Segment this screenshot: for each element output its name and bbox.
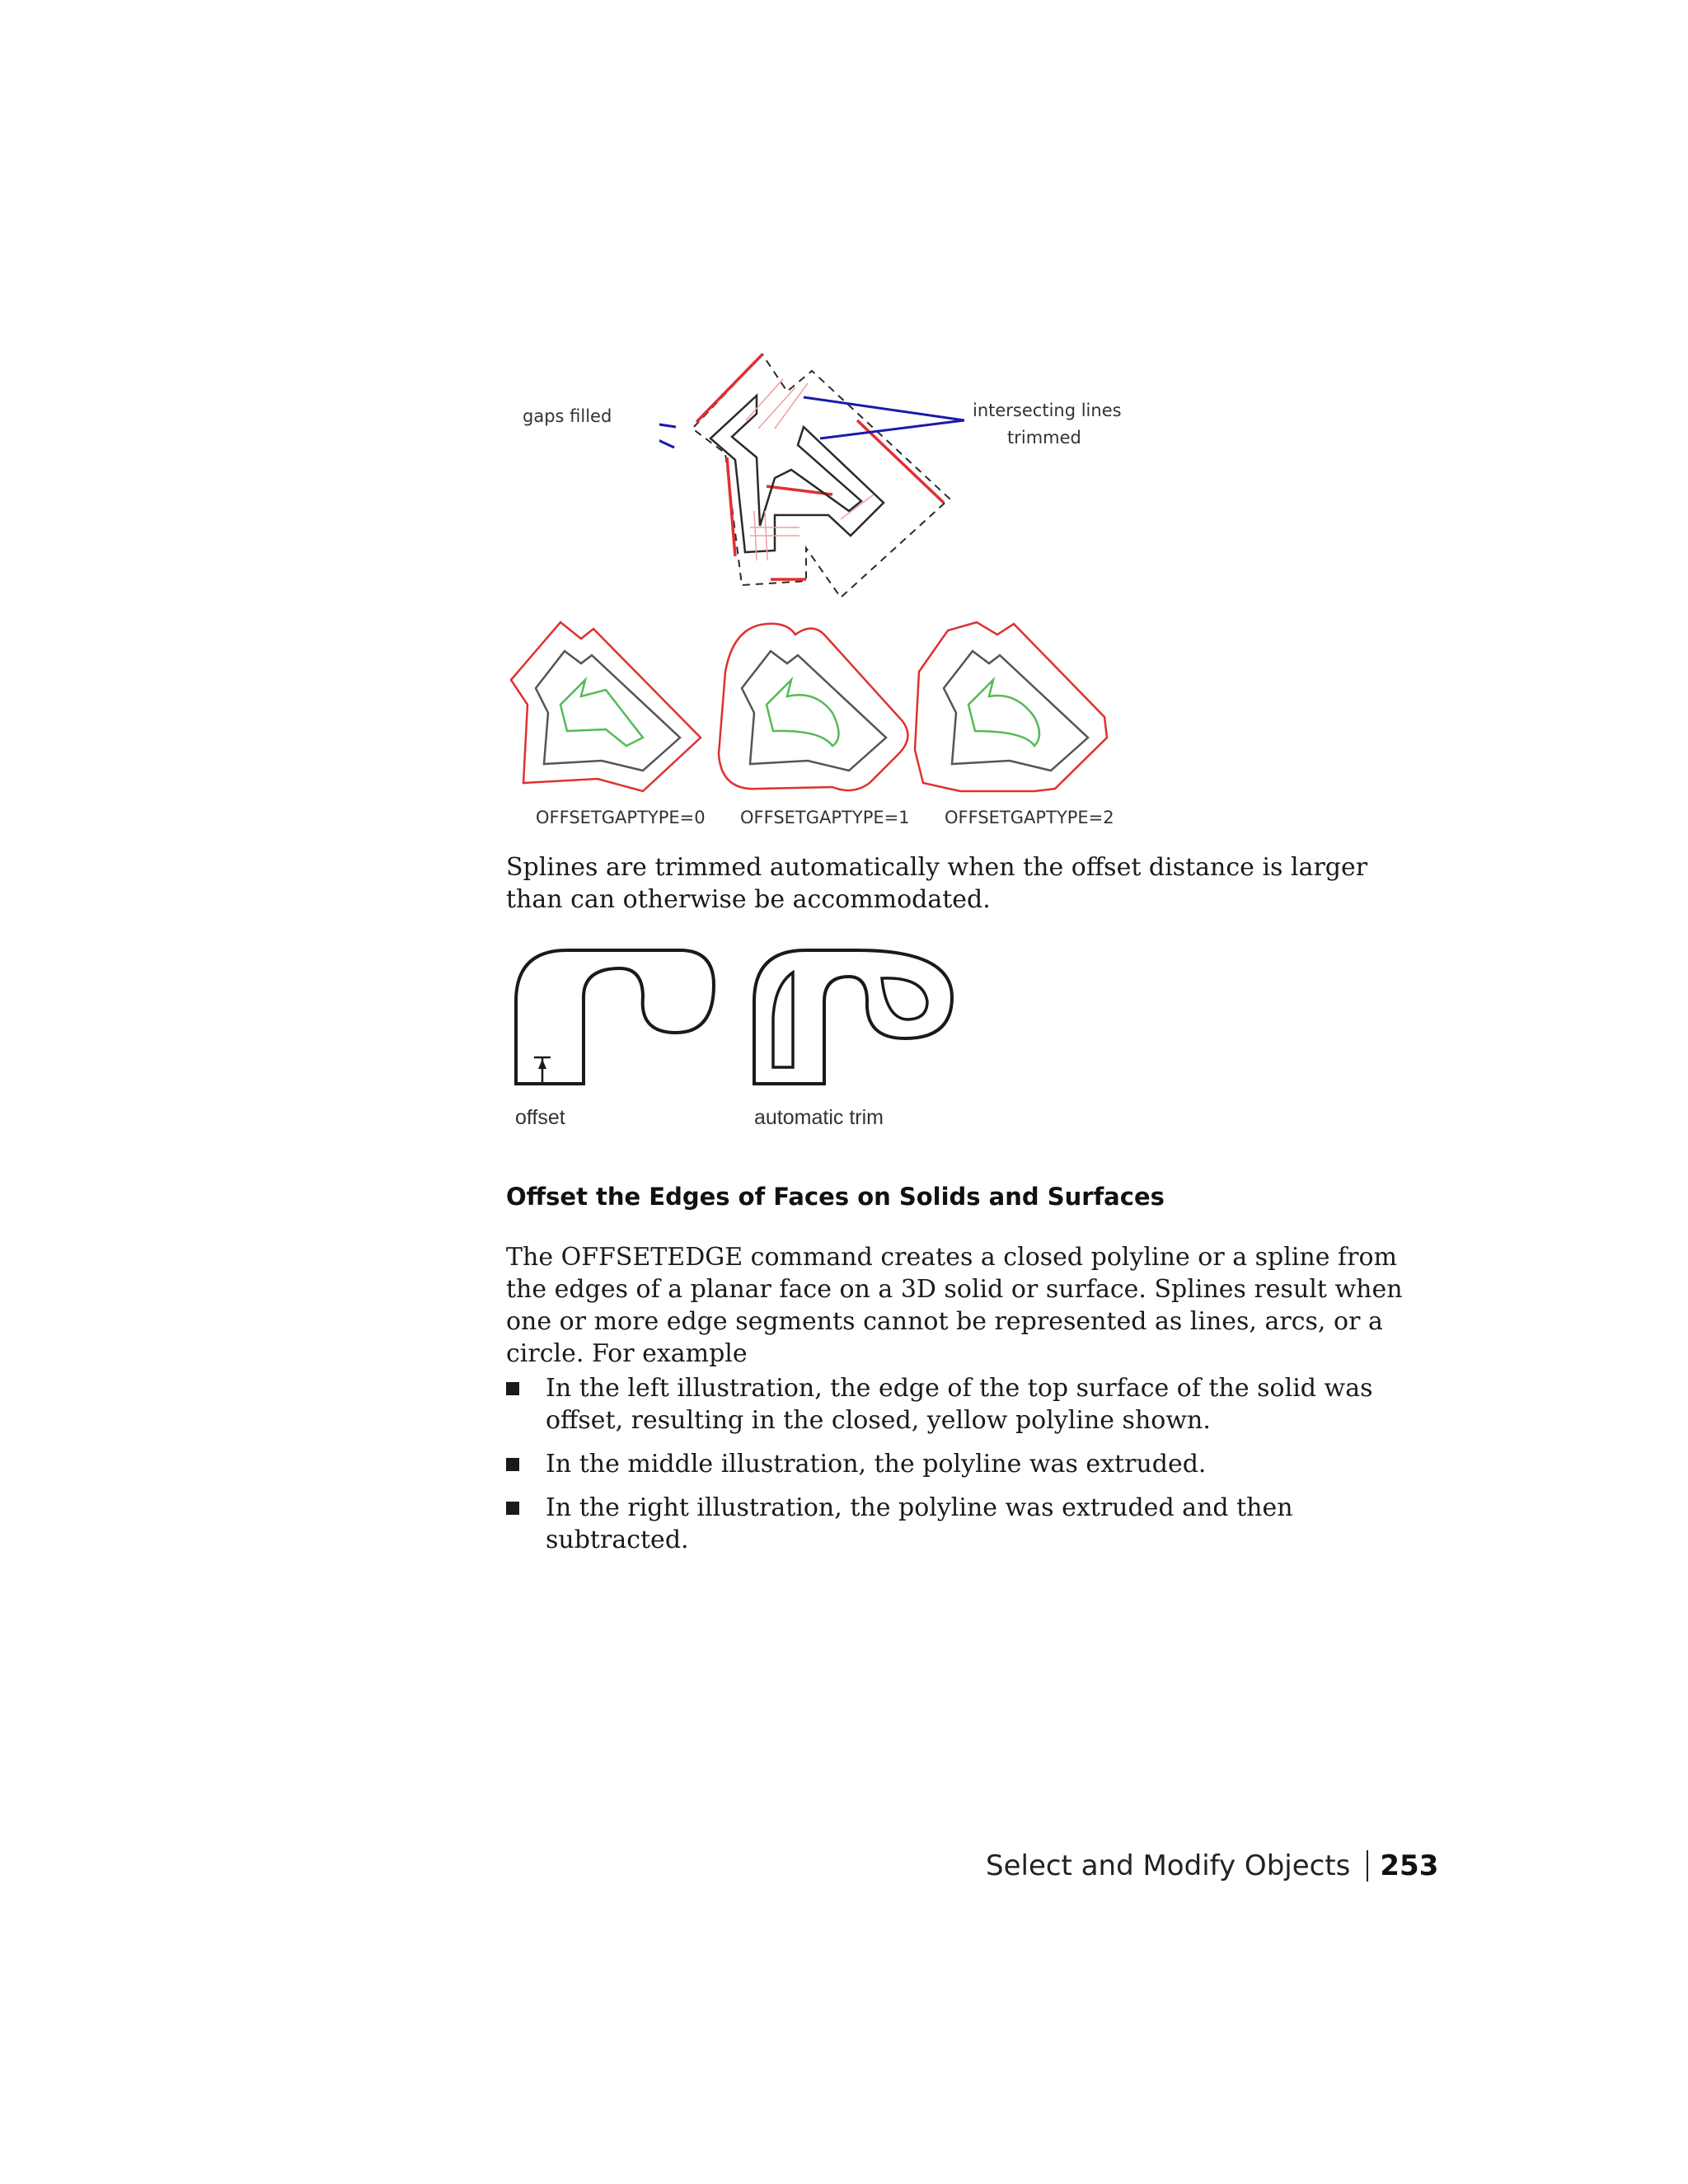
automatic-trim-label: automatic trim: [754, 1106, 884, 1129]
gaptype-2-caption: OFFSETGAPTYPE=2: [945, 808, 1114, 827]
red-gap-segment-left: [696, 354, 762, 422]
offset-arrow-icon: [538, 1059, 546, 1069]
gaptype-1-caption: OFFSETGAPTYPE=1: [740, 808, 910, 827]
offset-label: offset: [515, 1106, 565, 1129]
page-number: 253: [1380, 1849, 1439, 1882]
footer-divider: [1367, 1850, 1368, 1882]
list-item-text: In the left illustration, the edge of the top surface of the solid was offset, resulting in the closed, yellow polyline shown.: [546, 1374, 1373, 1435]
gaptype-0-shape: [511, 622, 701, 791]
gaptype-2-shape: [915, 622, 1107, 791]
gap-fill-diagram: [659, 346, 973, 610]
splines-paragraph: Splines are trimmed automatically when the offset distance is larger than can otherwise be accommodated.: [506, 853, 1368, 914]
trimmed-label: trimmed: [1007, 428, 1081, 448]
list-item: [506, 1448, 1413, 1480]
list-item-text: In the right illustration, the polyline was extruded and then subtracted.: [546, 1493, 1293, 1554]
gaps-filled-label: gaps filled: [523, 406, 612, 426]
footer-section-title: Select and Modify Objects: [986, 1849, 1351, 1882]
trim-inner-loop: [882, 978, 927, 1019]
list-item-text: In the middle illustration, the polyline was extruded.: [546, 1450, 1207, 1479]
spline-trim-diagram: [511, 944, 960, 1092]
bullet-square-icon: [506, 1458, 519, 1471]
red-gap-segment-lower-left: [727, 457, 735, 556]
dashed-outline: [692, 354, 950, 598]
page-footer: [986, 1849, 1438, 1882]
leader-lines: [659, 397, 964, 448]
original-polyline: [710, 396, 884, 552]
trim-inner-sliver: [773, 972, 793, 1067]
bullet-square-icon: [506, 1382, 519, 1395]
intersecting-lines-label: intersecting lines: [973, 401, 1122, 420]
section-heading: Offset the Edges of Faces on Solids and Surfaces: [506, 1183, 1165, 1211]
offset-shape: [516, 950, 714, 1084]
trim-outer-shape: [754, 950, 952, 1084]
gaptype-1-shape: [719, 624, 907, 790]
list-item: [506, 1492, 1413, 1556]
section-intro: The OFFSETEDGE command creates a closed polyline or a spline from the edges of a planar face on a 3D solid or surface. Splines result when one or more edge segments cannot be represented as lines, arcs, or a circle. For example: [506, 1243, 1403, 1368]
offsetgaptype-diagrams: [503, 614, 1113, 799]
gaptype-0-caption: OFFSETGAPTYPE=0: [536, 808, 706, 827]
list-item: [506, 1372, 1413, 1436]
bullet-square-icon: [506, 1502, 519, 1515]
